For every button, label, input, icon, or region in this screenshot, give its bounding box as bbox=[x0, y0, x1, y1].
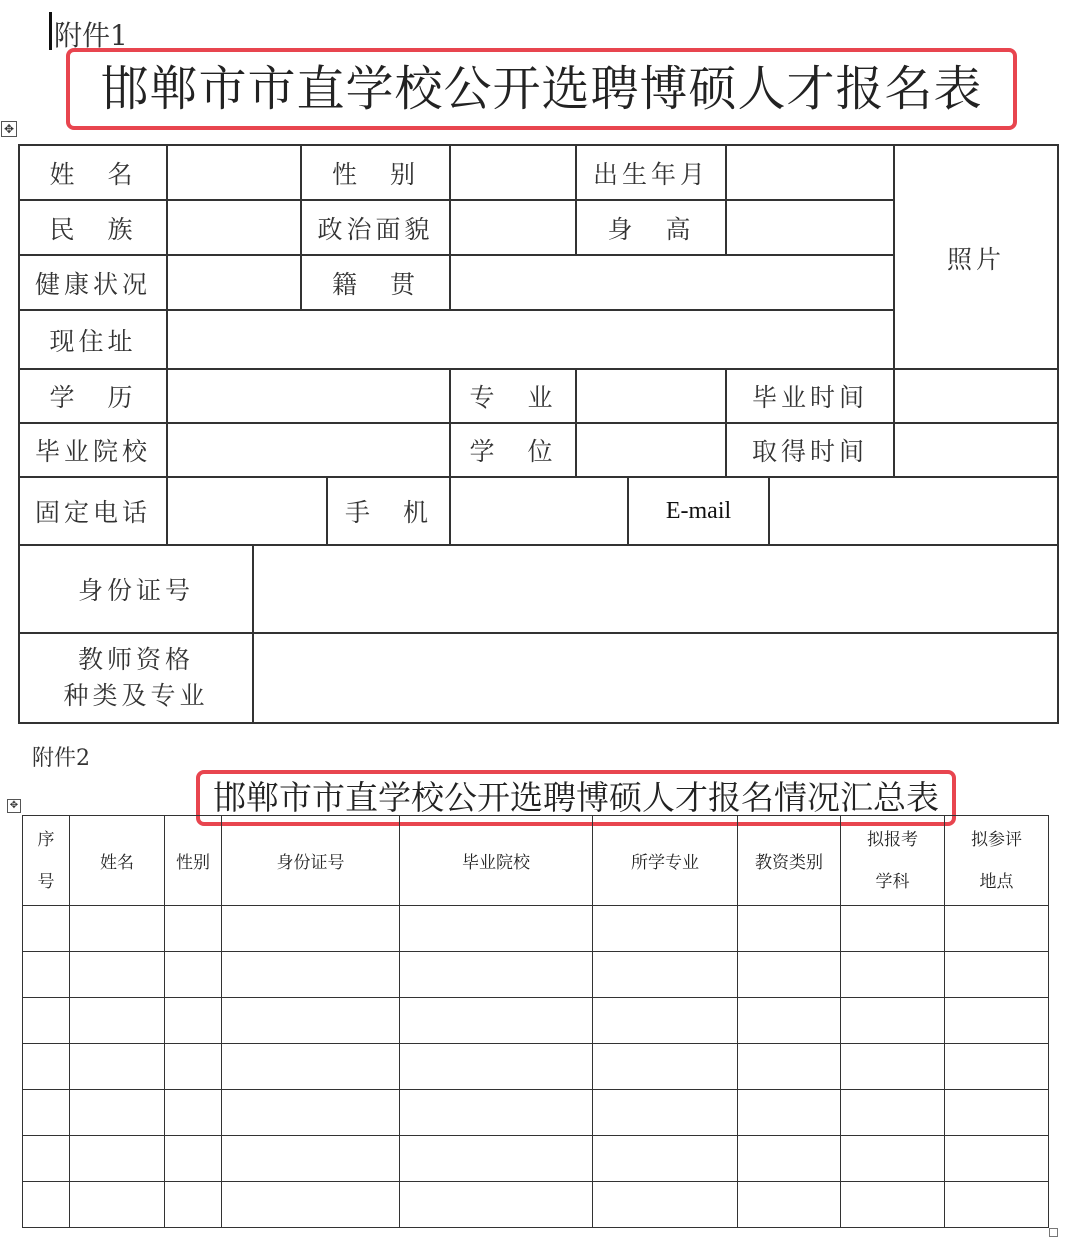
summary-empty-cell[interactable] bbox=[70, 998, 165, 1044]
summary-empty-cell[interactable] bbox=[593, 1136, 738, 1182]
summary-empty-cell[interactable] bbox=[165, 906, 222, 952]
summary-empty-cell[interactable] bbox=[70, 1182, 165, 1228]
summary-empty-cell[interactable] bbox=[841, 1182, 945, 1228]
summary-empty-cell[interactable] bbox=[945, 998, 1049, 1044]
summary-empty-cell[interactable] bbox=[593, 906, 738, 952]
text-cursor bbox=[49, 12, 52, 50]
label-degree: 学 位 bbox=[450, 423, 576, 477]
header-subject-line2: 学科 bbox=[875, 871, 910, 892]
label-mobile: 手 机 bbox=[327, 477, 450, 545]
summary-empty-cell[interactable] bbox=[165, 998, 222, 1044]
input-height[interactable] bbox=[726, 200, 894, 255]
header-location-line1: 拟参评 bbox=[971, 829, 1022, 850]
table-move-handle-icon[interactable]: ✥ bbox=[1, 121, 17, 137]
summary-empty-cell[interactable] bbox=[70, 1044, 165, 1090]
summary-empty-cell[interactable] bbox=[400, 998, 593, 1044]
summary-empty-cell[interactable] bbox=[841, 952, 945, 998]
input-school[interactable] bbox=[167, 423, 450, 477]
summary-title: 邯郸市市直学校公开选聘博硕人才报名情况汇总表 bbox=[213, 778, 939, 817]
summary-empty-cell[interactable] bbox=[945, 1136, 1049, 1182]
summary-table bbox=[22, 815, 1049, 1228]
header-location bbox=[945, 816, 1049, 906]
label-photo: 照片 bbox=[946, 245, 1005, 274]
summary-empty-cell[interactable] bbox=[165, 1044, 222, 1090]
table-resize-handle-icon[interactable] bbox=[1049, 1228, 1058, 1237]
label-teacher-cert-line2: 种类及专业 bbox=[63, 681, 209, 710]
summary-empty-cell[interactable] bbox=[222, 906, 400, 952]
summary-empty-row bbox=[23, 1136, 1049, 1182]
summary-header-row bbox=[23, 816, 1049, 906]
header-major: 所学专业 bbox=[593, 816, 738, 906]
form-title-highlight bbox=[66, 48, 1017, 130]
summary-empty-cell[interactable] bbox=[165, 1182, 222, 1228]
header-seq bbox=[23, 816, 70, 906]
label-political: 政治面貌 bbox=[301, 200, 450, 255]
input-address[interactable] bbox=[167, 310, 894, 369]
label-degree-time: 取得时间 bbox=[726, 423, 894, 477]
summary-empty-cell[interactable] bbox=[23, 1044, 70, 1090]
input-degree-time[interactable] bbox=[894, 423, 1058, 477]
summary-empty-cell[interactable] bbox=[222, 1044, 400, 1090]
header-name: 姓名 bbox=[70, 816, 165, 906]
summary-empty-cell[interactable] bbox=[222, 998, 400, 1044]
summary-empty-cell[interactable] bbox=[945, 952, 1049, 998]
label-native-place: 籍 贯 bbox=[301, 255, 450, 310]
label-grad-time: 毕业时间 bbox=[726, 369, 894, 423]
summary-empty-cell[interactable] bbox=[593, 1044, 738, 1090]
summary-empty-cell[interactable] bbox=[165, 1136, 222, 1182]
summary-empty-cell[interactable] bbox=[841, 906, 945, 952]
input-id-number[interactable] bbox=[253, 545, 1058, 633]
summary-empty-cell[interactable] bbox=[400, 1090, 593, 1136]
header-gender: 性别 bbox=[165, 816, 222, 906]
summary-empty-cell[interactable] bbox=[738, 1044, 841, 1090]
input-teacher-cert[interactable] bbox=[253, 633, 1058, 723]
label-name: 姓 名 bbox=[19, 145, 167, 200]
summary-empty-cell[interactable] bbox=[738, 998, 841, 1044]
input-major[interactable] bbox=[576, 369, 726, 423]
summary-empty-cell[interactable] bbox=[400, 1044, 593, 1090]
header-seq-line1: 序 bbox=[37, 829, 55, 850]
input-email[interactable] bbox=[769, 477, 1058, 545]
header-subject bbox=[841, 816, 945, 906]
header-cert-type: 教资类别 bbox=[738, 816, 841, 906]
summary-empty-cell[interactable] bbox=[841, 1090, 945, 1136]
summary-empty-cell[interactable] bbox=[23, 1182, 70, 1228]
summary-empty-cell[interactable] bbox=[738, 1136, 841, 1182]
summary-empty-row bbox=[23, 1090, 1049, 1136]
summary-empty-cell[interactable] bbox=[400, 1136, 593, 1182]
label-school: 毕业院校 bbox=[19, 423, 167, 477]
summary-empty-cell[interactable] bbox=[738, 1090, 841, 1136]
label-education: 学 历 bbox=[19, 369, 167, 423]
summary-empty-cell[interactable] bbox=[400, 952, 593, 998]
attachment2-label: 附件2 bbox=[32, 746, 90, 771]
header-school: 毕业院校 bbox=[400, 816, 593, 906]
summary-empty-cell[interactable] bbox=[738, 952, 841, 998]
photo-cell[interactable] bbox=[894, 145, 1058, 369]
label-id-number: 身份证号 bbox=[19, 545, 253, 633]
summary-empty-cell[interactable] bbox=[738, 1182, 841, 1228]
registration-form-table bbox=[18, 144, 1059, 724]
summary-empty-cell[interactable] bbox=[23, 906, 70, 952]
label-email: E-mail bbox=[628, 477, 769, 545]
summary-empty-row bbox=[23, 1044, 1049, 1090]
summary-empty-cell[interactable] bbox=[23, 1136, 70, 1182]
summary-empty-cell[interactable] bbox=[738, 906, 841, 952]
summary-empty-cell[interactable] bbox=[70, 1136, 165, 1182]
header-id-number: 身份证号 bbox=[222, 816, 400, 906]
summary-empty-cell[interactable] bbox=[222, 1090, 400, 1136]
summary-empty-cell[interactable] bbox=[23, 1090, 70, 1136]
summary-empty-cell[interactable] bbox=[593, 952, 738, 998]
label-gender: 性 别 bbox=[301, 145, 450, 200]
label-address: 现住址 bbox=[19, 310, 167, 369]
input-education[interactable] bbox=[167, 369, 450, 423]
input-mobile[interactable] bbox=[450, 477, 628, 545]
summary-empty-cell[interactable] bbox=[593, 998, 738, 1044]
summary-empty-cell[interactable] bbox=[222, 1182, 400, 1228]
header-seq-line2: 号 bbox=[37, 871, 55, 892]
input-degree[interactable] bbox=[576, 423, 726, 477]
label-birth: 出生年月 bbox=[576, 145, 726, 200]
summary-empty-cell[interactable] bbox=[841, 1136, 945, 1182]
summary-empty-cell[interactable] bbox=[23, 998, 70, 1044]
summary-empty-row bbox=[23, 998, 1049, 1044]
input-grad-time[interactable] bbox=[894, 369, 1058, 423]
summary-empty-cell[interactable] bbox=[945, 1044, 1049, 1090]
label-major: 专 业 bbox=[450, 369, 576, 423]
summary-empty-cell[interactable] bbox=[165, 1090, 222, 1136]
summary-empty-row bbox=[23, 952, 1049, 998]
summary-empty-cell[interactable] bbox=[222, 952, 400, 998]
summary-empty-cell[interactable] bbox=[70, 952, 165, 998]
summary-empty-cell[interactable] bbox=[23, 952, 70, 998]
input-phone[interactable] bbox=[167, 477, 327, 545]
summary-empty-cell[interactable] bbox=[222, 1136, 400, 1182]
input-gender[interactable] bbox=[450, 145, 576, 200]
summary-empty-row bbox=[23, 906, 1049, 952]
label-health: 健康状况 bbox=[19, 255, 167, 310]
summary-empty-cell[interactable] bbox=[945, 906, 1049, 952]
label-teacher-cert-line1: 教师资格 bbox=[77, 645, 194, 674]
summary-empty-cell[interactable] bbox=[945, 1090, 1049, 1136]
input-ethnicity[interactable] bbox=[167, 200, 301, 255]
summary-empty-cell[interactable] bbox=[593, 1090, 738, 1136]
input-birth[interactable] bbox=[726, 145, 894, 200]
label-phone: 固定电话 bbox=[19, 477, 167, 545]
summary-empty-cell[interactable] bbox=[70, 1090, 165, 1136]
input-health[interactable] bbox=[167, 255, 301, 310]
table-move-handle-icon[interactable]: ✥ bbox=[7, 799, 21, 813]
attachment1-label: 附件1 bbox=[54, 19, 128, 52]
summary-empty-cell[interactable] bbox=[165, 952, 222, 998]
input-native-place[interactable] bbox=[450, 255, 894, 310]
summary-empty-cell[interactable] bbox=[70, 906, 165, 952]
summary-empty-cell[interactable] bbox=[841, 1044, 945, 1090]
summary-empty-cell[interactable] bbox=[593, 1182, 738, 1228]
summary-empty-cell[interactable] bbox=[945, 1182, 1049, 1228]
input-political[interactable] bbox=[450, 200, 576, 255]
summary-body bbox=[23, 906, 1049, 1228]
summary-empty-cell[interactable] bbox=[400, 906, 593, 952]
form-title: 邯郸市市直学校公开选聘博硕人才报名表 bbox=[100, 61, 983, 117]
input-name[interactable] bbox=[167, 145, 301, 200]
header-subject-line1: 拟报考 bbox=[867, 829, 918, 850]
summary-empty-row bbox=[23, 1182, 1049, 1228]
summary-empty-cell[interactable] bbox=[841, 998, 945, 1044]
label-teacher-cert bbox=[19, 633, 253, 723]
label-ethnicity: 民 族 bbox=[19, 200, 167, 255]
label-height: 身 高 bbox=[576, 200, 726, 255]
header-location-line2: 地点 bbox=[979, 871, 1014, 892]
summary-empty-cell[interactable] bbox=[400, 1182, 593, 1228]
